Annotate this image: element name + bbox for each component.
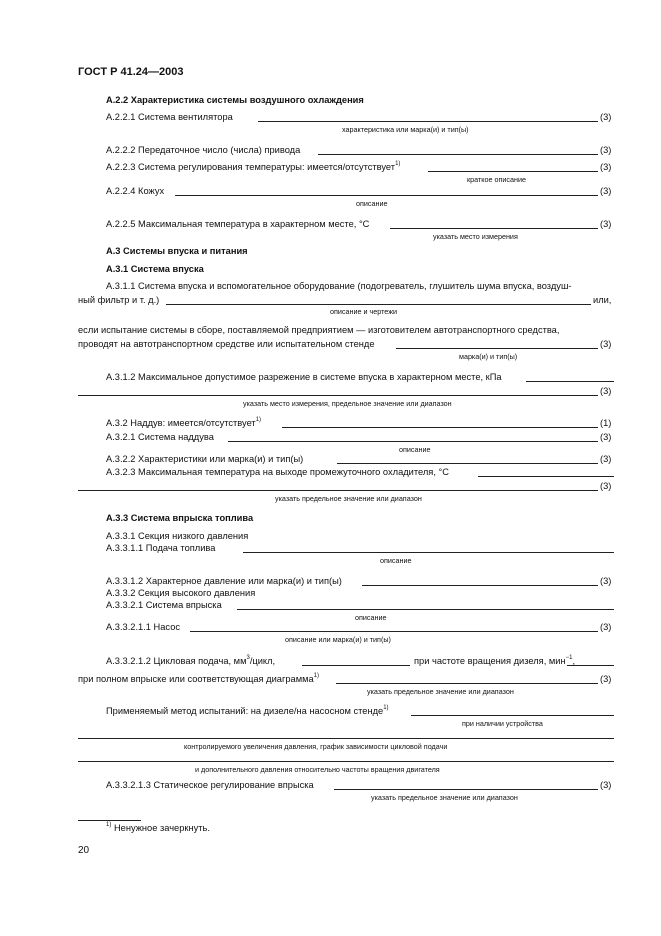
fill-line (166, 304, 591, 305)
fill-line (78, 490, 598, 491)
caption: указать предельное значение или диапазон (275, 494, 422, 503)
caption: контролируемого увеличения давления, график зависимости цикловой подачи (184, 742, 448, 751)
item-a33321: А.3.3.2.1 Система впрыска (106, 600, 222, 610)
item-a333213: А.3.3.2.1.3 Статическое регулирование впрыска (106, 780, 314, 790)
ref-3: (3) (600, 481, 612, 491)
fill-line (302, 665, 410, 666)
item-a2224: А.2.2.4 Кожух (106, 186, 165, 196)
item-a2223: А.2.2.3 Система регулирования температуры: имеется/отсутствует$^{1)}$ (106, 160, 401, 172)
fill-line (258, 121, 598, 122)
fill-line (78, 395, 598, 396)
fill-line (78, 761, 614, 762)
item-method: Применяемый метод испытаний: на дизеле/на насосном стенде$^{1)}$ (106, 704, 389, 716)
superscript-3: 3 (246, 654, 250, 661)
footnote-ref: 1) (383, 704, 389, 711)
ref-3: (3) (600, 219, 612, 229)
caption: характеристика или марка(и) и тип(ы) (342, 125, 469, 134)
item-a311-line2: ный фильтр и т. д.) (78, 295, 160, 305)
fill-line (334, 789, 598, 790)
caption: описание или марка(и) и тип(ы) (285, 635, 391, 644)
caption: указать место измерения, предельное значение или диапазон (243, 399, 452, 408)
caption: и дополнительного давления относительно частоты вращения двигателя (195, 765, 440, 774)
footnote-mark: 1) (106, 821, 112, 828)
ref-3: (3) (600, 432, 612, 442)
item-a321: А.3.2.1 Система наддува (106, 432, 214, 442)
fill-line (336, 683, 598, 684)
item-a333212-freq: при частоте вращения дизеля, мин$^{-1}$, (414, 654, 576, 666)
ref-3: (3) (600, 162, 612, 172)
ref-3: (3) (600, 112, 612, 122)
fill-line (337, 463, 598, 464)
item-a311-line3: если испытание системы в сборе, поставляемой предприятием — изготовителем автотранспортного средства, (78, 325, 560, 335)
caption: описание (356, 199, 388, 208)
section-heading-a31: А.3.1 Система впуска (106, 264, 204, 274)
ref-3: (3) (600, 780, 612, 790)
fill-line (396, 348, 598, 349)
caption: краткое описание (467, 175, 526, 184)
ref-3: (3) (600, 186, 612, 196)
ref-or: или, (593, 295, 612, 305)
item-a322: А.3.2.2 Характеристики или марка(и) и тип(ы) (106, 454, 304, 464)
caption: описание (355, 613, 387, 622)
item-a33312: А.3.3.1.2 Характерное давление или марка(и) и тип(ы) (106, 576, 342, 586)
caption: указать предельное значение или диапазон (371, 793, 518, 802)
caption: указать предельное значение или диапазон (367, 687, 514, 696)
caption: описание и чертежи (330, 307, 398, 316)
item-a2225: А.2.2.5 Максимальная температура в характерном месте, °С (106, 219, 370, 229)
ref-1: (1) (600, 418, 612, 428)
caption: описание (380, 556, 412, 565)
footnote-ref: 1) (395, 160, 401, 167)
item-a333212: А.3.3.2.1.2 Цикловая подача, $мм^3$/цикл, (106, 654, 276, 666)
ref-3: (3) (600, 454, 612, 464)
fill-line (526, 381, 614, 382)
item-a311-line4: проводят на автотранспортном средстве или испытательном стенде (78, 339, 375, 349)
section-heading-a22: А.2.2 Характеристика системы воздушного охлаждения (106, 95, 364, 105)
ref-3: (3) (600, 576, 612, 586)
ref-3: (3) (600, 674, 612, 684)
fill-line (428, 171, 598, 172)
fill-line (237, 609, 614, 610)
item-a323: А.3.2.3 Максимальная температура на выходе промежуточного охладителя, °С (106, 467, 449, 477)
item-a333212-line2: при полном впрыске или соответствующая диаграмма$^{1)}$ (78, 672, 319, 684)
fill-line (243, 552, 614, 553)
fill-line (175, 195, 598, 196)
fill-line (567, 665, 614, 666)
fill-line (390, 228, 598, 229)
item-a312: А.3.1.2 Максимальное допустимое разрежение в системе впуска в характерном месте, кПа (106, 372, 502, 382)
item-a32: А.3.2 Наддув: имеется/отсутствует$^{1)}$ (106, 416, 262, 428)
item-a3331: А.3.3.1 Секция низкого давления (106, 531, 249, 541)
item-a333211: А.3.3.2.1.1 Насос (106, 622, 181, 632)
fill-line (78, 738, 614, 739)
caption: марка(и) и тип(ы) (459, 352, 518, 361)
fill-line (228, 441, 598, 442)
item-a2221: А.2.2.1 Система вентилятора (106, 112, 233, 122)
footnote: $^{1)}$ Ненужное зачеркнуть. (106, 821, 210, 833)
footnote-ref: 1) (313, 672, 319, 679)
fill-line (190, 631, 598, 632)
caption: при наличии устройства (462, 719, 543, 728)
section-heading-a3: А.3 Системы впуска и питания (106, 246, 248, 256)
item-a311-line1: А.3.1.1 Система впуска и вспомогательное оборудование (подогреватель, глушитель шума впуска, воздуш- (106, 281, 572, 291)
superscript-minus1: −1 (565, 654, 573, 661)
page-number: 20 (78, 845, 90, 856)
fill-line (478, 476, 614, 477)
item-a2222: А.2.2.2 Передаточное число (числа) привода (106, 145, 301, 155)
caption: указать место измерения (433, 232, 518, 241)
fill-line (282, 427, 598, 428)
ref-3: (3) (600, 622, 612, 632)
fill-line (411, 715, 614, 716)
fill-line (362, 585, 598, 586)
item-a3332: А.3.3.2 Секция высокого давления (106, 588, 256, 598)
footnote-ref: 1) (255, 416, 262, 423)
footnote-separator (78, 820, 141, 821)
fill-line (318, 154, 598, 155)
ref-3: (3) (600, 339, 612, 349)
document-header: ГОСТ Р 41.24—2003 (78, 66, 184, 78)
ref-3: (3) (600, 145, 612, 155)
section-heading-a33: А.3.3 Система впрыска топлива (106, 513, 254, 523)
ref-3: (3) (600, 386, 612, 396)
item-a33311: А.3.3.1.1 Подача топлива (106, 543, 216, 553)
caption: описание (399, 445, 431, 454)
